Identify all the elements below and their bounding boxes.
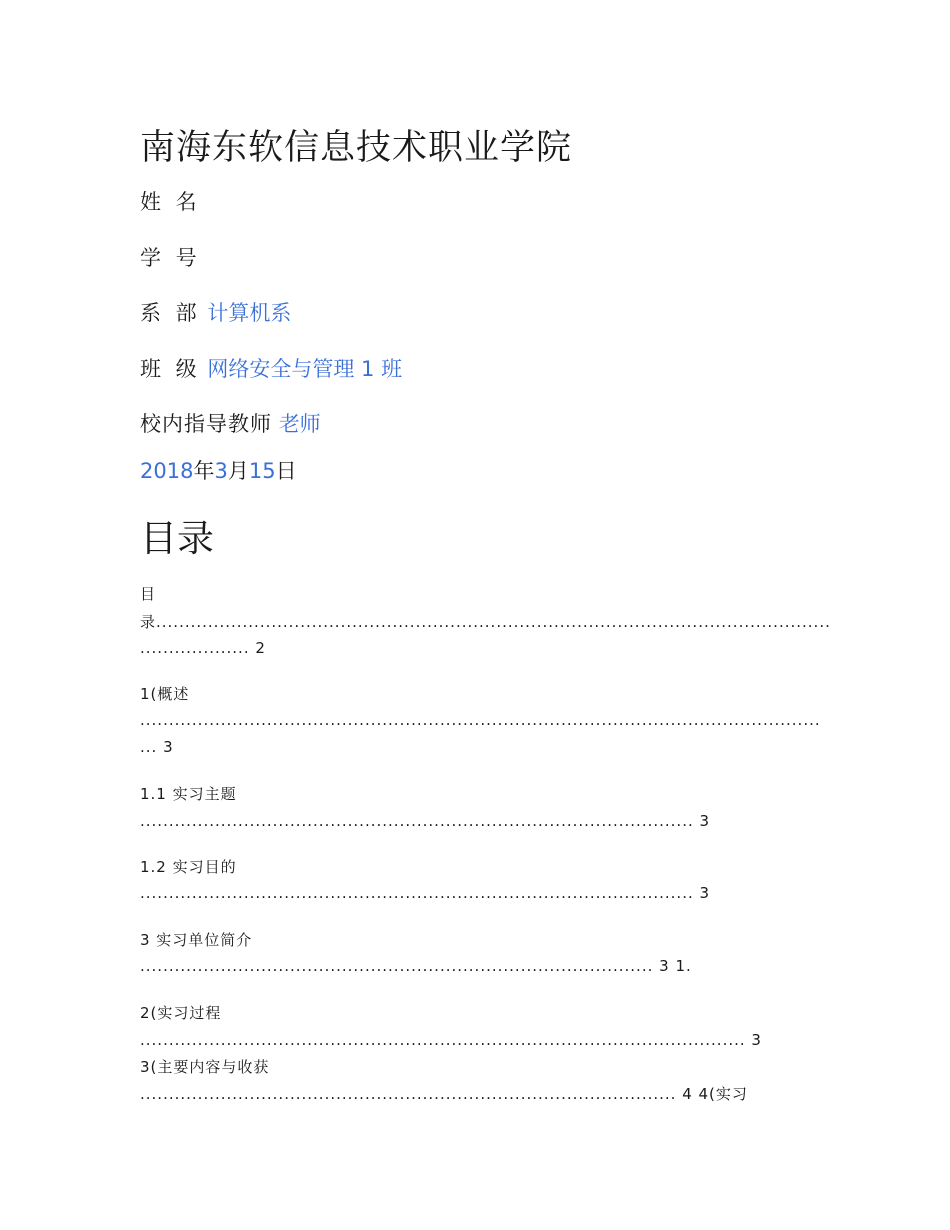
department-field — [140, 298, 291, 328]
toc-line: ... 3 — [140, 738, 174, 756]
toc-title: 目录 — [140, 517, 214, 560]
advisor-label: 校内指导教师 — [140, 412, 272, 436]
advisor-field — [140, 409, 321, 439]
toc-line: ................... 2 — [140, 639, 266, 657]
toc-line: 录..................................................................................................................... — [140, 613, 831, 631]
toc-line: ............................................................................................. 4 4(实习 — [140, 1085, 748, 1103]
toc-line: 3 实习单位简介 — [140, 931, 253, 949]
toc-line: 1.1 实习主题 — [140, 785, 237, 803]
date-day-unit: 日 — [275, 459, 297, 483]
toc-line: 1.2 实习目的 — [140, 858, 237, 876]
class-label: 班 级 — [140, 357, 201, 381]
advisor-value: 老师 — [278, 412, 321, 436]
date-month-unit: 月 — [227, 459, 249, 483]
toc-line: ................................................................................................ 3 — [140, 812, 711, 830]
toc-line: 2(实习过程 — [140, 1004, 222, 1022]
toc-line: ...................................................................................................................... — [140, 711, 821, 729]
date-line — [140, 456, 297, 486]
date-year-unit: 年 — [193, 459, 215, 483]
toc-line: ................................................................................................ 3 — [140, 884, 711, 902]
toc-line: 目 — [140, 585, 157, 603]
name-label: 姓 名 — [140, 190, 201, 214]
date-year: 2018 — [140, 459, 194, 483]
department-value: 计算机系 — [207, 301, 292, 325]
date-month: 3 — [214, 459, 228, 483]
name-field — [140, 187, 201, 217]
student-id-label: 学 号 — [140, 246, 201, 270]
toc-line: ......................................................................................... 3 1. — [140, 957, 692, 975]
toc-line: 3(主要内容与收获 — [140, 1058, 270, 1076]
toc-line: 1(概述 — [140, 685, 190, 703]
student-id-field — [140, 243, 201, 273]
school-name: 南海东软信息技术职业学院 — [140, 128, 573, 168]
date-day: 15 — [248, 459, 276, 483]
class-field — [140, 354, 402, 384]
department-label: 系 部 — [140, 301, 201, 325]
toc-line: ......................................................................................................... 3 — [140, 1031, 762, 1049]
class-value: 网络安全与管理 1 班 — [207, 357, 403, 381]
